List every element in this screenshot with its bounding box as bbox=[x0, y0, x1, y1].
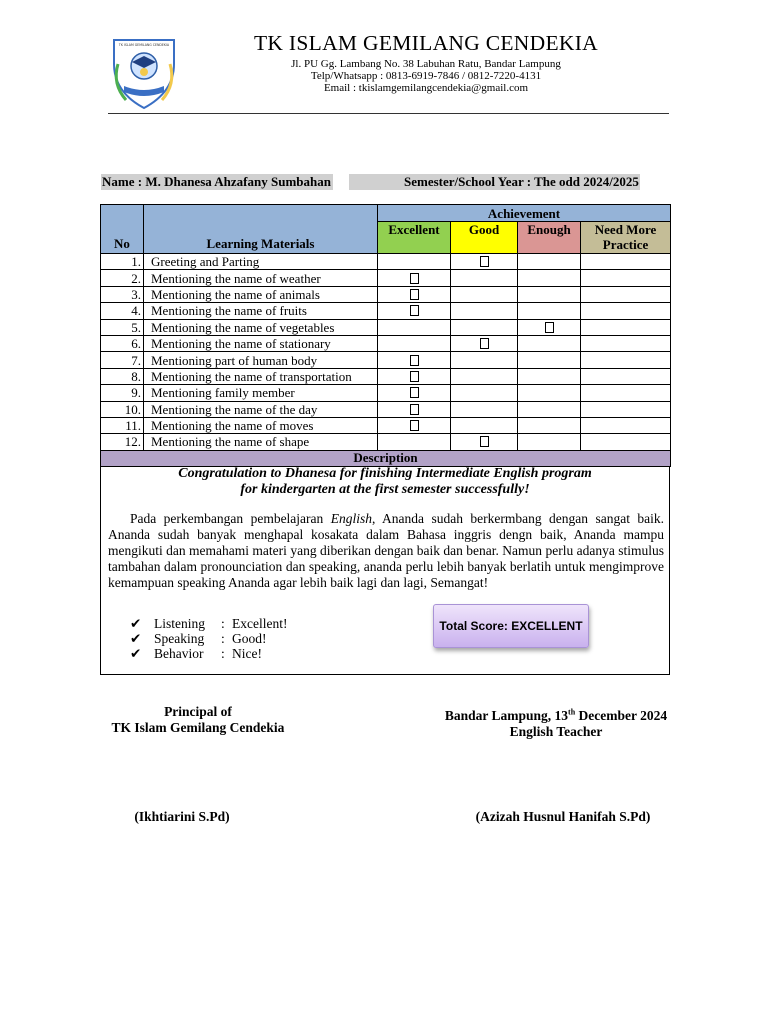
cell-enough bbox=[518, 270, 581, 286]
cell-good bbox=[451, 417, 518, 433]
row-number: 8. bbox=[101, 368, 144, 384]
row-number: 11. bbox=[101, 417, 144, 433]
mark-icon bbox=[410, 289, 419, 300]
para-italic: English bbox=[330, 511, 372, 526]
header-excellent: Excellent bbox=[378, 222, 451, 254]
cell-good bbox=[451, 286, 518, 302]
skill-value: Excellent! bbox=[232, 616, 288, 631]
header-row-1 bbox=[101, 205, 671, 222]
row-material: Mentioning the name of transportation bbox=[144, 368, 378, 384]
skill-value: Good! bbox=[232, 631, 267, 646]
cell-excellent bbox=[378, 270, 451, 286]
skill-colon: : bbox=[221, 631, 225, 646]
cell-good bbox=[451, 434, 518, 450]
cell-excellent bbox=[378, 254, 451, 270]
description-header-row bbox=[101, 450, 671, 466]
principal-signature-block bbox=[100, 704, 296, 736]
row-number: 7. bbox=[101, 352, 144, 368]
description-box bbox=[100, 466, 670, 675]
cell-excellent bbox=[378, 319, 451, 335]
cell-need-more bbox=[581, 303, 671, 319]
row-number: 1. bbox=[101, 254, 144, 270]
cell-need-more bbox=[581, 335, 671, 351]
row-material: Mentioning the name of moves bbox=[144, 417, 378, 433]
skill-colon: : bbox=[221, 616, 225, 631]
cell-need-more bbox=[581, 254, 671, 270]
cell-need-more bbox=[581, 270, 671, 286]
date-suffix: December 2024 bbox=[575, 707, 668, 723]
mark-icon bbox=[410, 387, 419, 398]
cell-enough bbox=[518, 286, 581, 302]
cell-excellent bbox=[378, 368, 451, 384]
para-after: , Ananda sudah berkermbang dengan sangat baik. Ananda sudah banyak menghapal kosakata dalam Bahasa inggris dengn baik, Ananda mampu mengikuti dan memahami materi yang diberikan dengan baik dan benar. Namun perlu adanya stimulus tambahan dalam pronounciation dan speaking, ananda perlu lebih banyak berlatih untuk mengimprove kemampuan speaking Ananda agar lebih baik lagi dan lagi, Semangat! bbox=[108, 511, 664, 590]
table-row bbox=[101, 335, 671, 351]
row-material: Mentioning the name of fruits bbox=[144, 303, 378, 319]
skill-label: Listening bbox=[154, 616, 205, 631]
grades-table bbox=[100, 204, 671, 467]
mark-icon bbox=[410, 420, 419, 431]
total-score-badge: Total Score: EXCELLENT bbox=[433, 604, 589, 648]
check-icon: ✔ bbox=[130, 646, 142, 661]
mark-icon bbox=[480, 338, 489, 349]
date-prefix: Bandar Lampung, 13 bbox=[444, 707, 569, 723]
cell-excellent bbox=[378, 434, 451, 450]
row-number: 9. bbox=[101, 385, 144, 401]
cell-excellent bbox=[378, 286, 451, 302]
teacher-title: English Teacher bbox=[509, 723, 603, 739]
cell-enough bbox=[518, 254, 581, 270]
cell-good bbox=[451, 303, 518, 319]
row-number: 6. bbox=[101, 335, 144, 351]
header-materials: Learning Materials bbox=[144, 205, 378, 254]
cell-need-more bbox=[581, 417, 671, 433]
mark-icon bbox=[410, 371, 419, 382]
cell-need-more bbox=[581, 352, 671, 368]
cell-excellent bbox=[378, 417, 451, 433]
header-need-more-line1: Need More bbox=[594, 222, 657, 237]
cell-excellent bbox=[378, 352, 451, 368]
cell-excellent bbox=[378, 401, 451, 417]
table-row bbox=[101, 368, 671, 384]
check-icon: ✔ bbox=[130, 631, 142, 646]
school-name: TK ISLAM GEMILANG CENDEKIA bbox=[254, 31, 598, 55]
student-name: Name : M. Dhanesa Ahzafany Sumbahan bbox=[102, 174, 331, 189]
row-material: Mentioning the name of the day bbox=[144, 401, 378, 417]
header-need-more-line2: Practice bbox=[602, 237, 649, 252]
cell-enough bbox=[518, 335, 581, 351]
row-material: Mentioning the name of weather bbox=[144, 270, 378, 286]
cell-excellent bbox=[378, 385, 451, 401]
principal-name: (Ikhtiarini S.Pd) bbox=[134, 809, 230, 824]
row-material: Mentioning part of human body bbox=[144, 352, 378, 368]
table-row bbox=[101, 434, 671, 450]
teacher-signature-block bbox=[432, 704, 680, 740]
congrats-line-1: Congratulation to Dhanesa for finishing Intermediate English program bbox=[178, 466, 592, 481]
cell-good bbox=[451, 352, 518, 368]
row-material: Mentioning the name of vegetables bbox=[144, 319, 378, 335]
teacher-name: (Azizah Husnul Hanifah S.Pd) bbox=[475, 809, 651, 824]
cell-enough bbox=[518, 368, 581, 384]
row-material: Mentioning the name of stationary bbox=[144, 335, 378, 351]
cell-enough bbox=[518, 417, 581, 433]
skill-label: Behavior bbox=[154, 646, 204, 661]
row-number: 2. bbox=[101, 270, 144, 286]
cell-good bbox=[451, 254, 518, 270]
principal-title-2: TK Islam Gemilang Cendekia bbox=[111, 720, 285, 735]
para-before: Pada perkembangan pembelajaran bbox=[130, 511, 331, 526]
check-icon: ✔ bbox=[130, 616, 142, 631]
row-material: Mentioning the name of shape bbox=[144, 434, 378, 450]
mark-icon bbox=[480, 436, 489, 447]
mark-icon bbox=[410, 273, 419, 284]
mark-icon bbox=[410, 355, 419, 366]
mark-icon bbox=[410, 404, 419, 415]
cell-good bbox=[451, 270, 518, 286]
skill-value: Nice! bbox=[232, 646, 262, 661]
header-divider bbox=[108, 113, 669, 114]
table-row bbox=[101, 319, 671, 335]
mark-icon bbox=[410, 305, 419, 316]
cell-need-more bbox=[581, 368, 671, 384]
skill-label: Speaking bbox=[154, 631, 205, 646]
cell-excellent bbox=[378, 303, 451, 319]
cell-good bbox=[451, 335, 518, 351]
school-logo bbox=[106, 34, 182, 112]
row-number: 10. bbox=[101, 401, 144, 417]
cell-good bbox=[451, 368, 518, 384]
cell-good bbox=[451, 319, 518, 335]
table-row bbox=[101, 286, 671, 302]
row-number: 5. bbox=[101, 319, 144, 335]
cell-enough bbox=[518, 401, 581, 417]
skill-colon: : bbox=[221, 646, 225, 661]
signature-date bbox=[445, 708, 667, 723]
cell-need-more bbox=[581, 319, 671, 335]
table-row bbox=[101, 385, 671, 401]
cell-need-more bbox=[581, 385, 671, 401]
header-good: Good bbox=[451, 222, 518, 254]
cell-need-more bbox=[581, 434, 671, 450]
table-row bbox=[101, 417, 671, 433]
row-number: 4. bbox=[101, 303, 144, 319]
info-bar-gap bbox=[349, 174, 402, 190]
cell-enough bbox=[518, 352, 581, 368]
table-row bbox=[101, 352, 671, 368]
cell-need-more bbox=[581, 401, 671, 417]
table-row bbox=[101, 254, 671, 270]
header-need-more-practice bbox=[581, 222, 671, 254]
cell-enough bbox=[518, 303, 581, 319]
header-no: No bbox=[101, 205, 144, 254]
congratulation-text bbox=[101, 466, 669, 498]
row-material: Mentioning the name of animals bbox=[144, 286, 378, 302]
grades-body bbox=[101, 254, 671, 451]
letterhead bbox=[106, 30, 670, 114]
mark-icon bbox=[480, 256, 489, 267]
cell-good bbox=[451, 385, 518, 401]
student-info-bar bbox=[101, 174, 663, 190]
row-material: Greeting and Parting bbox=[144, 254, 378, 270]
principal-title-1: Principal of bbox=[164, 704, 232, 719]
description-paragraph bbox=[108, 511, 664, 591]
cell-excellent bbox=[378, 335, 451, 351]
description-header: Description bbox=[101, 450, 671, 466]
school-address: Jl. PU Gg. Lambang No. 38 Labuhan Ratu, Bandar Lampung bbox=[291, 58, 561, 70]
row-material: Mentioning family member bbox=[144, 385, 378, 401]
table-row bbox=[101, 303, 671, 319]
mark-icon bbox=[545, 322, 554, 333]
date-sup: th bbox=[568, 707, 576, 716]
cell-enough bbox=[518, 434, 581, 450]
school-email: Email : tkislamgemilangcendekia@gmail.com bbox=[323, 82, 529, 94]
cell-enough bbox=[518, 385, 581, 401]
row-number: 12. bbox=[101, 434, 144, 450]
header-achievement: Achievement bbox=[378, 205, 671, 222]
table-row bbox=[101, 270, 671, 286]
cell-need-more bbox=[581, 286, 671, 302]
cell-enough bbox=[518, 319, 581, 335]
logo-text: TK ISLAM GEMILANG CENDEKIA bbox=[118, 43, 170, 47]
row-number: 3. bbox=[101, 286, 144, 302]
table-row bbox=[101, 401, 671, 417]
semester-info: Semester/School Year : The odd 2024/2025 bbox=[404, 174, 639, 189]
header-enough: Enough bbox=[518, 222, 581, 254]
school-phone: Telp/Whatsapp : 0813-6919-7846 / 0812-7220-4131 bbox=[310, 70, 542, 82]
congrats-line-2: for kindergarten at the first semester successfully! bbox=[240, 482, 530, 497]
cell-good bbox=[451, 401, 518, 417]
